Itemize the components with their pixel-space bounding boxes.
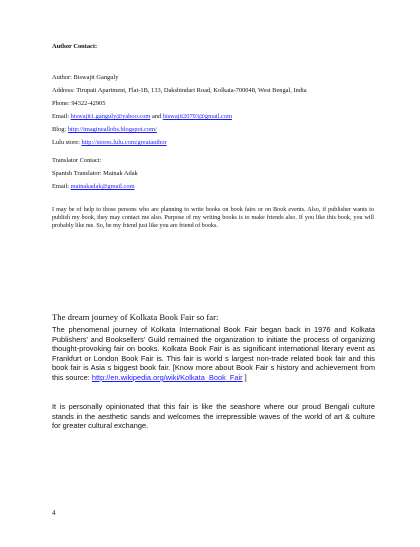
translator-email-label: Email: (52, 183, 71, 190)
translator-email-line (52, 182, 377, 193)
section-paragraph-1 (52, 325, 375, 383)
intro-paragraph: I may be of help to those persons who are planning to write books on book fairs or on Book events. Also, if publisher wants to publish my book, they may contact me also. Purpose of my writing books is to make friends also. If you like this book, you will probably like me. So, be my friend just like you are friend of books. (52, 207, 374, 230)
wikipedia-link[interactable]: http://en.wikipedia.org/wiki/Kolkata_Book_Fair (91, 372, 243, 382)
section-heading: The dream journey of Kolkata Book Fair so far: (52, 312, 219, 322)
author-email-link-1[interactable]: biswajit1.ganguly@yahoo.com (70, 113, 151, 120)
author-lulu-label: Lulu store: (52, 139, 82, 146)
page-number: 4 (52, 509, 56, 517)
section-paragraph-1-text: The phenomenal journey of Kolkata International Book Fair began back in 1976 and Kolkata Publishers' and Booksellers' Guild remained the organization to initiate the process of organizing thought-provoking fair on books. Kolkata Book Fair is as significant international literary event as Frankfurt or London Book Fair is. This fair is world s largest non-trade related book fair and this book fair is Asia s biggest book fair. [Know more about Book Fair s history and achievement from this source: (52, 325, 375, 382)
author-email-line (52, 112, 377, 123)
translator-email-link[interactable]: mainakadak@gmail.com (70, 183, 135, 190)
translator-contact-heading: Translator Contact: (52, 157, 102, 164)
author-blog-label: Blog: (52, 126, 68, 133)
author-email-label: Email: (52, 113, 71, 120)
author-blog-link[interactable]: http://imagineallobs.blogspot.com/ (67, 126, 157, 133)
translator-name: Spanish Translator: Mainak Adak (52, 170, 138, 177)
author-contact-heading: Author Contact: (52, 43, 98, 50)
author-lulu-line (52, 138, 377, 149)
author-blog-line (52, 125, 377, 136)
section-paragraph-2: It is personally opinionated that this fair is like the seashore where our proud Bengali culture stands in the aesthetic sands and welcomes the irrepressible waves of the world of art & culture for greater cultural exchange. (52, 402, 375, 431)
author-lulu-link[interactable]: http://stores.lulu.com/greatauthor (81, 139, 167, 146)
author-name: Author: Biswajit Ganguly (52, 74, 119, 81)
author-email-and: and (150, 113, 163, 120)
section-paragraph-1-end: ] (242, 372, 247, 382)
author-email-link-2[interactable]: biswajit20793@gmail.com (162, 113, 233, 120)
author-phone: Phone: 94322-42905 (52, 100, 106, 107)
author-address: Address: Tirupati Apartment, Flat-1B, 133, Dakshindari Road, Kolkata-700048, West Bengal, India (52, 87, 307, 94)
